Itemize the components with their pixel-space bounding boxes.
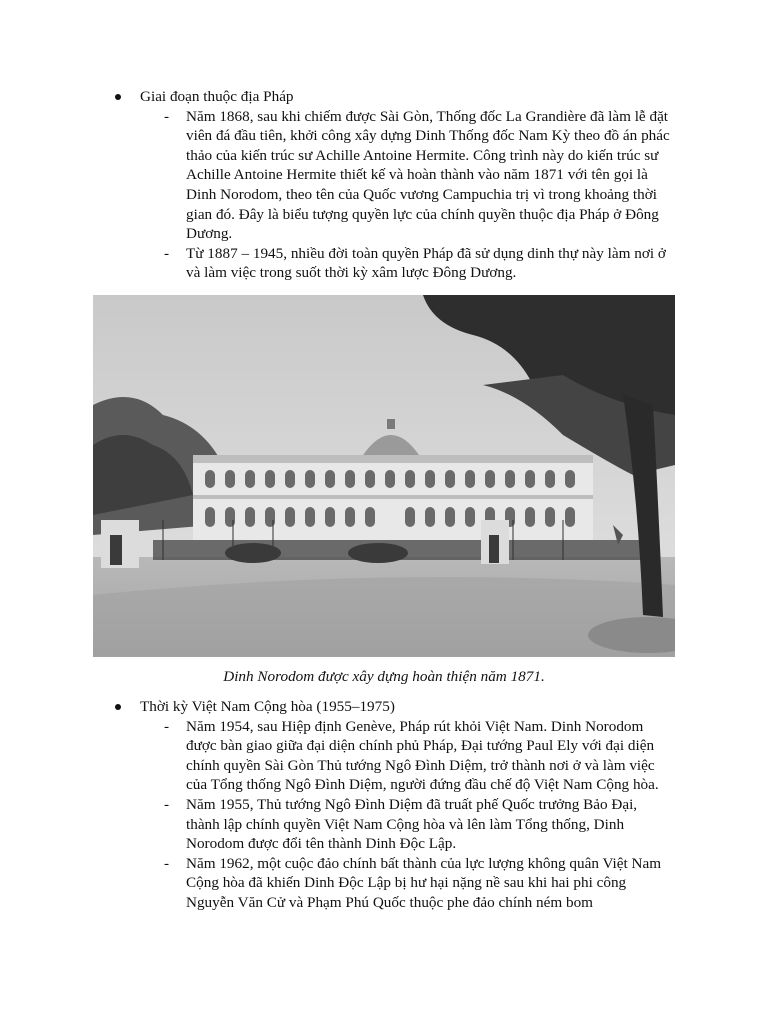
dash-icon: - (164, 854, 170, 872)
bullet-icon (115, 94, 121, 100)
list-item: - Từ 1887 – 1945, nhiều đời toàn quyền Pháp đã sử dụng dinh thự này làm nơi ở và làm việc trong suốt thời kỳ xâm lược Đông Dương. (164, 244, 666, 282)
list-item: - Năm 1868, sau khi chiếm được Sài Gòn, Thống đốc La Grandière đã làm lễ đặt viên đá đầu tiên, khởi công xây dựng Dinh Thống đốc Nam Kỳ theo đồ án phác thảo của kiến trúc sư Achille Antoine Hermite. Công trình này do kiến trúc sư Achille Antoine Hermite thiết kế và hoàn thành vào năm 1871 với tên gọi là Dinh Norodom, theo tên của Quốc vương Campuchia trị vì trong khoảng thời gian đó. Đây là biểu tượng quyền lực của chính quyền thuộc địa Pháp ở Đông Dương. (164, 107, 670, 243)
dash-icon: - (164, 244, 170, 262)
sub-list (112, 717, 682, 913)
palace-photo-icon (93, 295, 675, 657)
section-heading: Thời kỳ Việt Nam Cộng hòa (1955–1975) (112, 697, 682, 717)
dash-icon: - (164, 795, 170, 813)
palace-photo (93, 295, 675, 657)
list-item: - Năm 1962, một cuộc đảo chính bất thành của lực lượng không quân Việt Nam Cộng hòa đã khiến Dinh Độc Lập bị hư hại nặng nề sau khi hai phi công Nguyễn Văn Cử và Phạm Phú Quốc thuộc phe đảo chính ném bom (164, 854, 662, 911)
bullet-icon (115, 704, 121, 710)
figure-caption: Dinh Norodom được xây dựng hoàn thiện năm 1871. (223, 668, 545, 685)
dash-icon: - (164, 717, 170, 735)
list-item: - Năm 1954, sau Hiệp định Genève, Pháp rút khỏi Việt Nam. Dinh Norodom được bàn giao giữa đại diện chính phủ Pháp, Đại tướng Paul Ely với đại diện chính quyền Sài Gòn Thủ tướng Ngô Đình Diệm, trở thành nơi ở và làm việc của Tổng thống Ngô Đình Diệm, người đứng đầu chế độ Việt Nam Cộng hòa. (164, 717, 659, 794)
section-republic-of-vietnam (112, 697, 682, 913)
section-heading: Giai đoạn thuộc địa Pháp (112, 87, 682, 107)
section-french-colonial (112, 87, 682, 283)
sub-list (112, 107, 682, 283)
list-item: - Năm 1955, Thủ tướng Ngô Đình Diệm đã truất phế Quốc trưởng Bảo Đại, thành lập chính quyền Việt Nam Cộng hòa và lên làm Tổng thống, Dinh Norodom được đổi tên thành Dinh Độc Lập. (164, 795, 638, 853)
dash-icon: - (164, 107, 170, 125)
